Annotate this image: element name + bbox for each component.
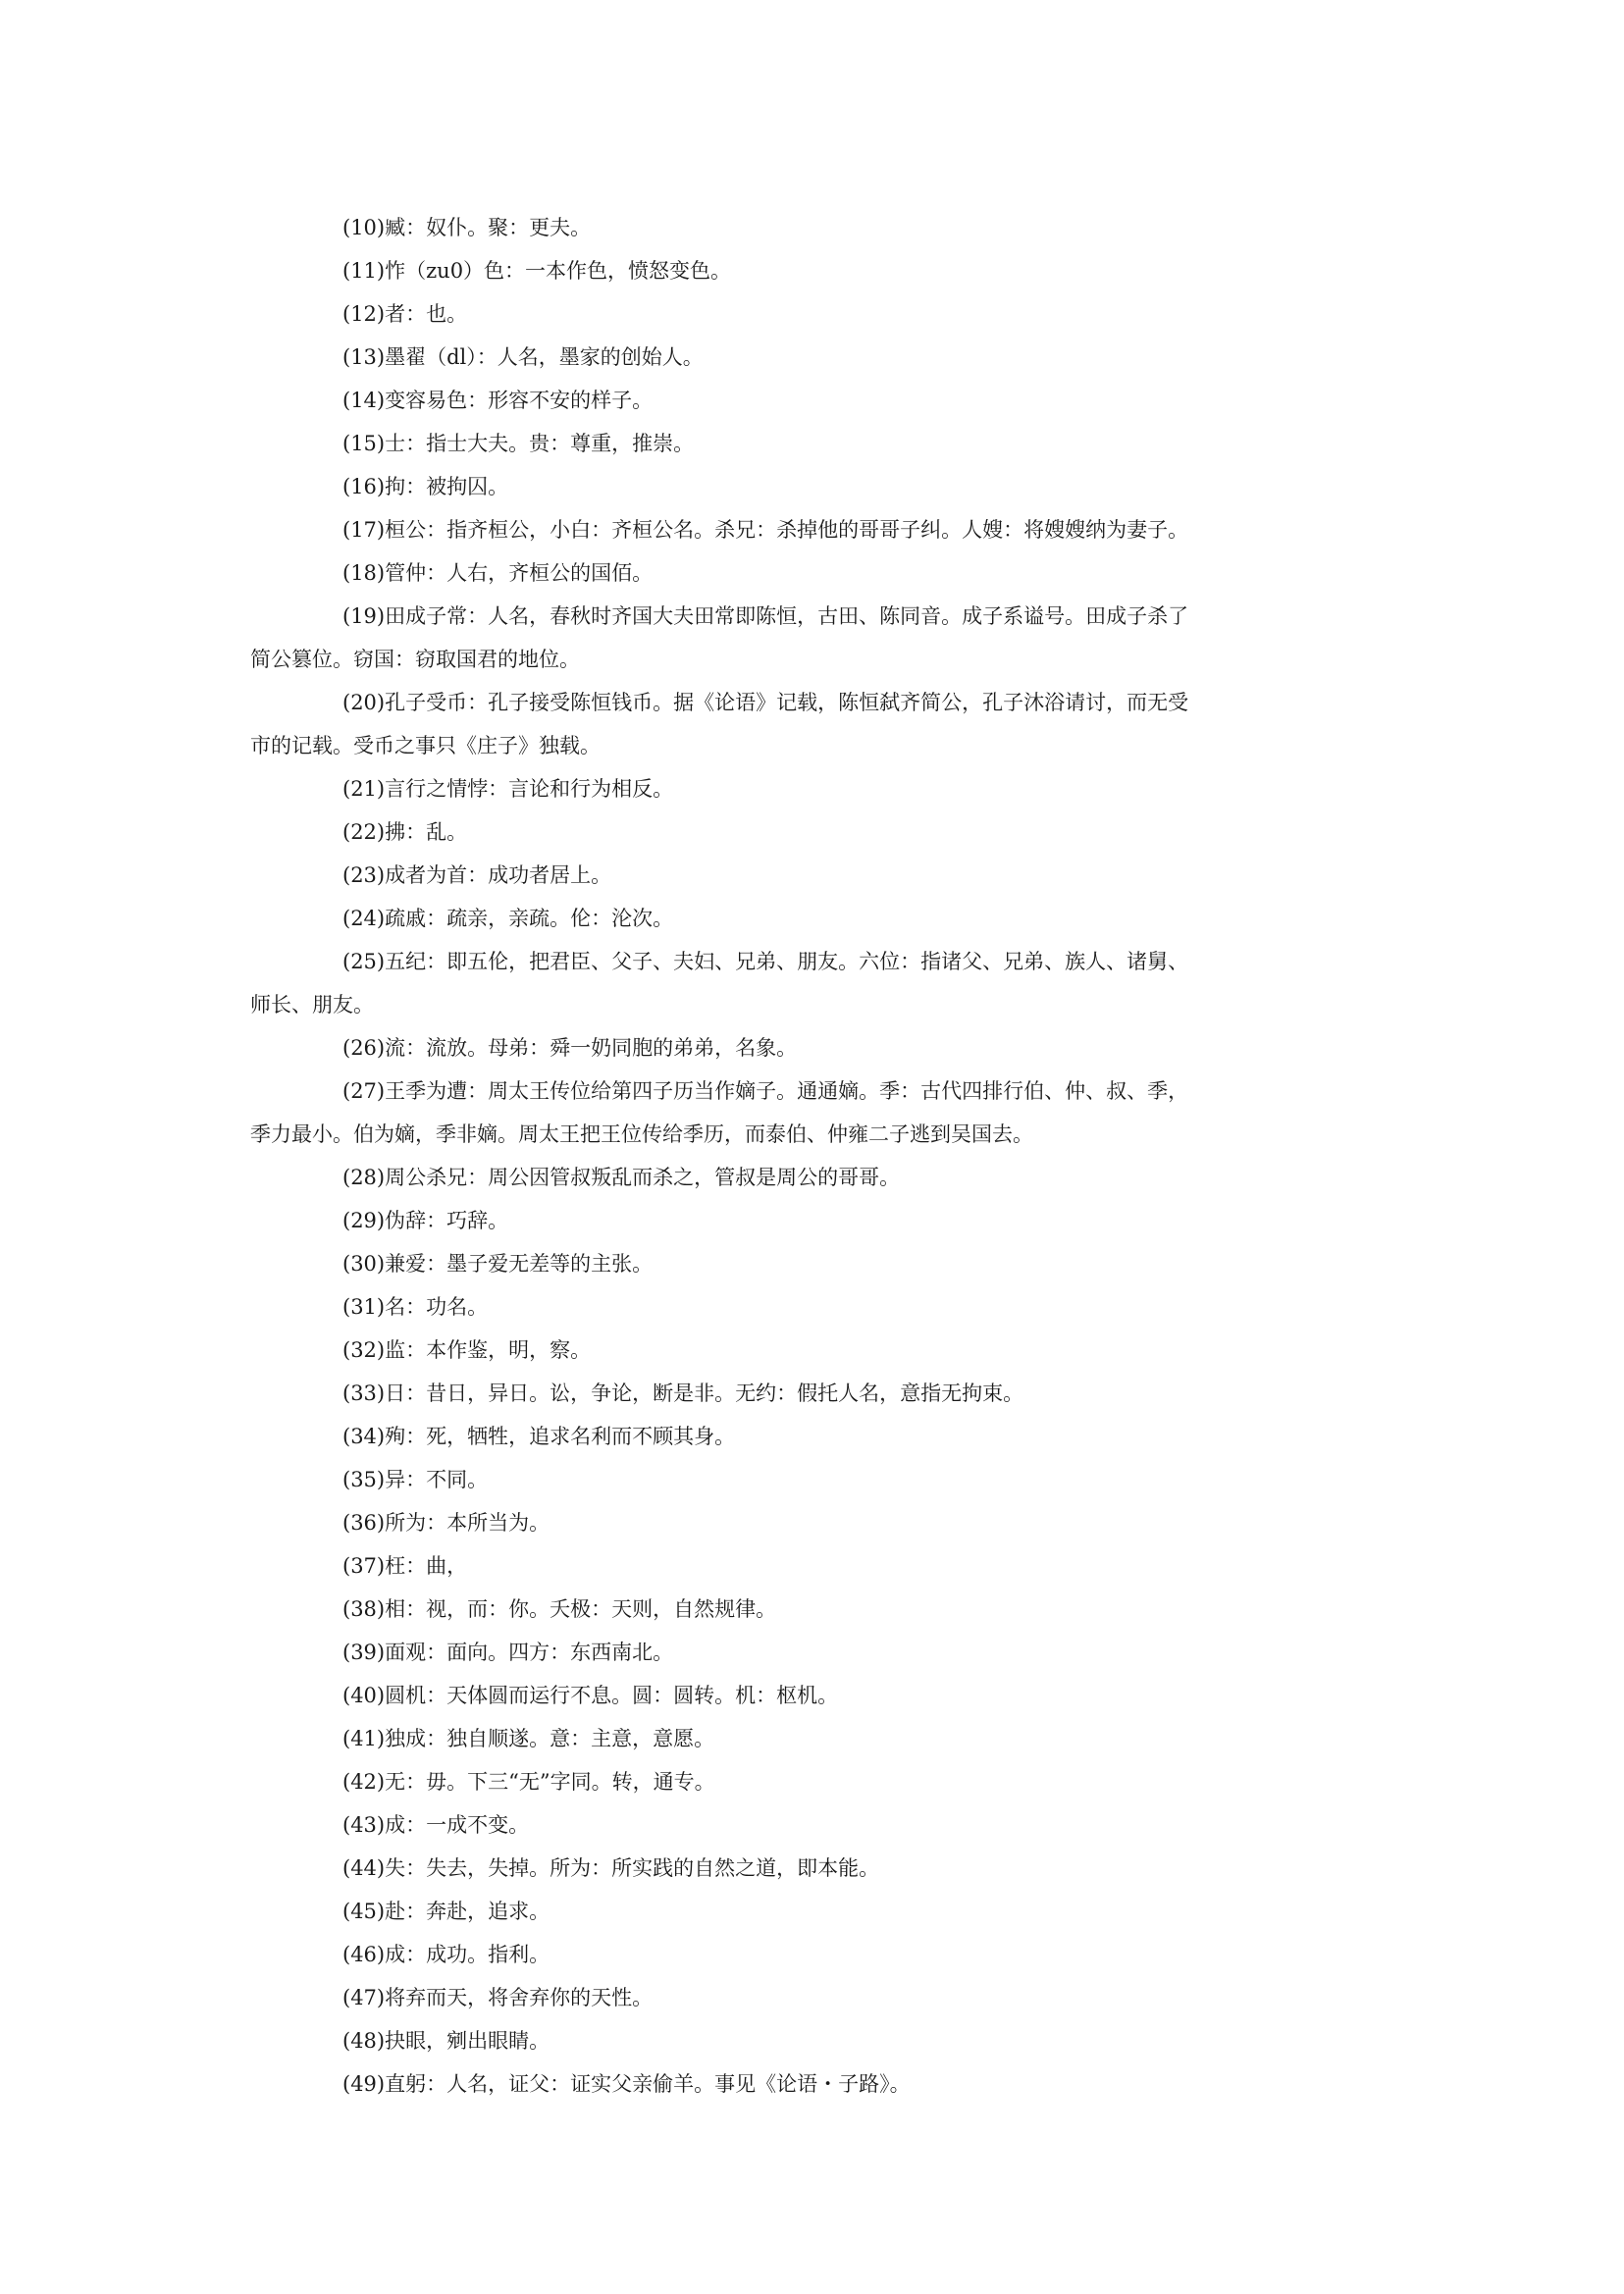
note-line: (23)成者为首：成功者居上。	[342, 863, 612, 887]
note-line: (12)者：也。	[342, 302, 468, 326]
note-line: (43)成：一成不变。	[342, 1813, 530, 1837]
note-continuation-line: 师长、朋友。	[250, 993, 374, 1017]
note-line: (47)将弃而天，将舍弃你的天性。	[342, 1986, 654, 2009]
annotation-note	[0, 1803, 1368, 1847]
annotation-note	[0, 1847, 1368, 1890]
note-line: (33)日：昔日，异日。讼，争论，断是非。无约：假托人名，意指无拘束。	[342, 1382, 1024, 1405]
annotation-list	[0, 206, 1624, 2106]
annotation-note	[0, 1199, 1368, 1242]
note-line: (40)圆机：天体圆而运行不息。圆：圆转。机：枢机。	[342, 1684, 839, 1707]
annotation-note	[0, 465, 1368, 508]
note-continuation-line: 市的记载。受币之事只《庄子》独载。	[250, 734, 601, 757]
annotation-note	[0, 854, 1368, 897]
note-line: (13)墨翟（dl）：人名，墨家的创始人。	[342, 345, 704, 369]
annotation-note	[0, 1458, 1368, 1501]
note-line: (42)无：毋。下三“无”字同。转，通专。	[342, 1770, 715, 1794]
annotation-note	[0, 292, 1368, 336]
note-line: (10)臧：奴仆。聚：更夫。	[342, 216, 592, 239]
note-line: (28)周公杀兄：周公因管叔叛乱而杀之，管叔是周公的哥哥。	[342, 1166, 901, 1189]
annotation-note	[0, 1242, 1368, 1285]
note-line: (39)面观：面向。四方：东西南北。	[342, 1641, 674, 1664]
annotation-note	[0, 2019, 1368, 2062]
annotation-note	[0, 1976, 1368, 2019]
annotation-note	[0, 2062, 1368, 2106]
note-line: (32)监：本作鉴，明，察。	[342, 1338, 592, 1362]
annotation-note	[0, 379, 1368, 422]
note-line: (34)殉：死，牺牲，追求名利而不顾其身。	[342, 1425, 736, 1448]
annotation-note	[0, 1415, 1368, 1458]
annotation-note	[0, 1544, 1368, 1588]
annotation-note	[0, 1631, 1368, 1674]
note-line: (48)抉眼，剜出眼睛。	[342, 2029, 550, 2053]
annotation-note	[0, 1717, 1368, 1760]
note-line: (31)名：功名。	[342, 1295, 489, 1319]
note-continuation-line: 简公篡位。窃国：窃取国君的地位。	[250, 648, 580, 671]
note-line: (22)拂：乱。	[342, 820, 468, 844]
annotation-note	[0, 1588, 1368, 1631]
note-line: (37)枉：曲，	[342, 1554, 468, 1578]
note-line: (29)伪辞：巧辞。	[342, 1209, 509, 1232]
annotation-note	[0, 206, 1368, 249]
annotation-note	[0, 681, 1368, 767]
note-line: (20)孔子受币：孔子接受陈恒钱币。据《论语》记载，陈恒弑齐简公，孔子沐浴请讨，而无受	[342, 691, 1189, 714]
note-line: (46)成：成功。指利。	[342, 1943, 550, 1966]
annotation-note	[0, 810, 1368, 854]
note-line: (14)变容易色：形容不安的样子。	[342, 389, 654, 412]
annotation-note	[0, 422, 1368, 465]
annotation-note	[0, 595, 1368, 681]
annotation-note	[0, 1026, 1368, 1069]
note-line: (21)言行之情悖：言论和行为相反。	[342, 777, 674, 801]
annotation-note	[0, 336, 1368, 379]
annotation-note	[0, 1501, 1368, 1544]
note-line: (35)异：不同。	[342, 1468, 489, 1491]
annotation-note	[0, 551, 1368, 595]
note-line: (36)所为：本所当为。	[342, 1511, 550, 1535]
note-line: (38)相：视，而：你。夭极：天则，自然规律。	[342, 1597, 777, 1621]
note-line: (27)王季为遭：周太王传位给第四子历当作嫡子。通通嫡。季：古代四排行伯、仲、叔、季，	[342, 1079, 1189, 1103]
annotation-note	[0, 1156, 1368, 1199]
note-line: (18)管仲：人右，齐桓公的国佰。	[342, 561, 654, 585]
annotation-note	[0, 1285, 1368, 1329]
annotation-note	[0, 1674, 1368, 1717]
annotation-note	[0, 1069, 1368, 1156]
note-line: (16)拘：被拘囚。	[342, 475, 509, 498]
note-line: (44)失：失去，失掉。所为：所实践的自然之道，即本能。	[342, 1856, 880, 1880]
note-line: (17)桓公：指齐桓公，小白：齐桓公名。杀兄：杀掉他的哥哥子纠。人嫂：将嫂嫂纳为妻子。	[342, 518, 1189, 542]
note-line: (15)士：指士大夫。贵：尊重，推崇。	[342, 432, 695, 455]
note-line: (26)流：流放。母弟：舜一奶同胞的弟弟，名象。	[342, 1036, 798, 1060]
annotation-note	[0, 1760, 1368, 1803]
note-line: (49)直躬：人名，证父：证实父亲偷羊。事见《论语・子路》。	[342, 2072, 911, 2096]
annotation-note	[0, 940, 1368, 1026]
note-line: (11)怍（zu0）色：一本作色，愤怒变色。	[342, 259, 732, 283]
note-line: (19)田成子常：人名，春秋时齐国大夫田常即陈恒，古田、陈同音。成子系谥号。田成子杀了	[342, 604, 1189, 628]
annotation-note	[0, 897, 1368, 940]
annotation-note	[0, 1372, 1368, 1415]
note-line: (25)五纪：即五伦，把君臣、父子、夫妇、兄弟、朋友。六位：指诸父、兄弟、族人、诸舅、	[342, 950, 1189, 973]
annotation-note	[0, 1933, 1368, 1976]
note-line: (41)独成：独自顺遂。意：主意，意愿。	[342, 1727, 715, 1750]
annotation-note	[0, 767, 1368, 810]
note-line: (30)兼爱：墨子爱无差等的主张。	[342, 1252, 654, 1276]
note-line: (45)赴：奔赴，追求。	[342, 1900, 550, 1923]
annotation-note	[0, 1329, 1368, 1372]
annotation-note	[0, 249, 1368, 292]
annotation-note	[0, 508, 1368, 551]
note-continuation-line: 季力最小。伯为嫡，季非嫡。周太王把王位传给季历，而泰伯、仲雍二子逃到吴国去。	[250, 1122, 1033, 1146]
annotation-note	[0, 1890, 1368, 1933]
note-line: (24)疏戚：疏亲，亲疏。伦：沦次。	[342, 907, 674, 930]
